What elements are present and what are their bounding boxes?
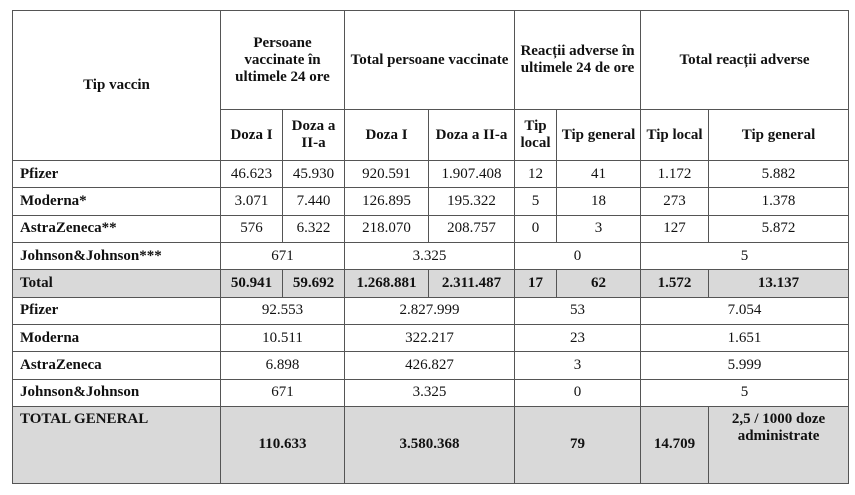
cell: 2.827.999 bbox=[345, 297, 515, 324]
summary-row bbox=[13, 324, 849, 351]
cell: 5.882 bbox=[709, 160, 849, 187]
cell: 1.907.408 bbox=[429, 160, 515, 187]
cell: 2.311.487 bbox=[429, 270, 515, 297]
vaccine-name: Johnson&Johnson bbox=[13, 379, 221, 406]
header-doza2: Doza a II-a bbox=[283, 110, 345, 161]
cell: 12 bbox=[515, 160, 557, 187]
vaccine-name: Moderna bbox=[13, 324, 221, 351]
header-doza2-total: Doza a II-a bbox=[429, 110, 515, 161]
cell: 62 bbox=[557, 270, 641, 297]
header-tip-general-total: Tip general bbox=[709, 110, 849, 161]
summary-row bbox=[13, 379, 849, 406]
cell: 3.071 bbox=[221, 188, 283, 215]
cell: 208.757 bbox=[429, 215, 515, 242]
cell: 5.872 bbox=[709, 215, 849, 242]
header-total-reactii: Total reacții adverse bbox=[641, 11, 849, 110]
vaccination-report-table bbox=[12, 10, 849, 484]
cell: 1.651 bbox=[641, 324, 849, 351]
adverse-rate: 2,5 / 1000 doze administrate bbox=[709, 406, 849, 483]
cell: 46.623 bbox=[221, 160, 283, 187]
cell: 10.511 bbox=[221, 324, 345, 351]
cell: 3 bbox=[515, 352, 641, 379]
table-row bbox=[13, 215, 849, 242]
cell: 18 bbox=[557, 188, 641, 215]
cell: 920.591 bbox=[345, 160, 429, 187]
summary-row bbox=[13, 297, 849, 324]
cell: 23 bbox=[515, 324, 641, 351]
cell: 1.268.881 bbox=[345, 270, 429, 297]
cell: 3.325 bbox=[345, 379, 515, 406]
cell: 5.999 bbox=[641, 352, 849, 379]
table-row bbox=[13, 242, 849, 269]
cell: 5 bbox=[641, 242, 849, 269]
cell: 92.553 bbox=[221, 297, 345, 324]
cell: 671 bbox=[221, 379, 345, 406]
cell: 53 bbox=[515, 297, 641, 324]
cell: 0 bbox=[515, 215, 557, 242]
cell: 41 bbox=[557, 160, 641, 187]
cell: 7.440 bbox=[283, 188, 345, 215]
header-tip-general-24h: Tip general bbox=[557, 110, 641, 161]
total-general-row bbox=[13, 406, 849, 483]
vaccine-name: AstraZeneca** bbox=[13, 215, 221, 242]
header-tip-local-total: Tip local bbox=[641, 110, 709, 161]
cell: 3 bbox=[557, 215, 641, 242]
header-tip-vaccin: Tip vaccin bbox=[13, 11, 221, 161]
cell: 59.692 bbox=[283, 270, 345, 297]
cell: 1.172 bbox=[641, 160, 709, 187]
cell: 1.378 bbox=[709, 188, 849, 215]
vaccine-name: Pfizer bbox=[13, 160, 221, 187]
cell: 50.941 bbox=[221, 270, 283, 297]
cell: 13.137 bbox=[709, 270, 849, 297]
cell: 79 bbox=[515, 406, 641, 483]
header-row-1 bbox=[13, 11, 849, 110]
vaccine-name: Moderna* bbox=[13, 188, 221, 215]
total-row bbox=[13, 270, 849, 297]
cell: 1.572 bbox=[641, 270, 709, 297]
cell: 0 bbox=[515, 242, 641, 269]
cell: 273 bbox=[641, 188, 709, 215]
cell: 110.633 bbox=[221, 406, 345, 483]
table-row bbox=[13, 188, 849, 215]
cell: 3.580.368 bbox=[345, 406, 515, 483]
header-persoane-24h: Persoane vaccinate în ultimele 24 ore bbox=[221, 11, 345, 110]
cell: 576 bbox=[221, 215, 283, 242]
cell: 6.898 bbox=[221, 352, 345, 379]
vaccine-name: Johnson&Johnson*** bbox=[13, 242, 221, 269]
cell: 126.895 bbox=[345, 188, 429, 215]
cell: 3.325 bbox=[345, 242, 515, 269]
header-total-persoane: Total persoane vaccinate bbox=[345, 11, 515, 110]
header-tip-local-24h: Tip local bbox=[515, 110, 557, 161]
cell: 5 bbox=[641, 379, 849, 406]
cell: 218.070 bbox=[345, 215, 429, 242]
cell: 671 bbox=[221, 242, 345, 269]
cell: 127 bbox=[641, 215, 709, 242]
cell: 14.709 bbox=[641, 406, 709, 483]
header-reactii-24h: Reacții adverse în ultimele 24 de ore bbox=[515, 11, 641, 110]
total-general-label: TOTAL GENERAL bbox=[13, 406, 221, 483]
vaccination-report-table-container bbox=[12, 10, 848, 484]
total-label: Total bbox=[13, 270, 221, 297]
cell: 0 bbox=[515, 379, 641, 406]
cell: 426.827 bbox=[345, 352, 515, 379]
cell: 6.322 bbox=[283, 215, 345, 242]
cell: 17 bbox=[515, 270, 557, 297]
cell: 45.930 bbox=[283, 160, 345, 187]
cell: 195.322 bbox=[429, 188, 515, 215]
cell: 322.217 bbox=[345, 324, 515, 351]
header-doza1: Doza I bbox=[221, 110, 283, 161]
cell: 7.054 bbox=[641, 297, 849, 324]
summary-row bbox=[13, 352, 849, 379]
vaccine-name: AstraZeneca bbox=[13, 352, 221, 379]
header-doza1-total: Doza I bbox=[345, 110, 429, 161]
cell: 5 bbox=[515, 188, 557, 215]
table-row bbox=[13, 160, 849, 187]
vaccine-name: Pfizer bbox=[13, 297, 221, 324]
